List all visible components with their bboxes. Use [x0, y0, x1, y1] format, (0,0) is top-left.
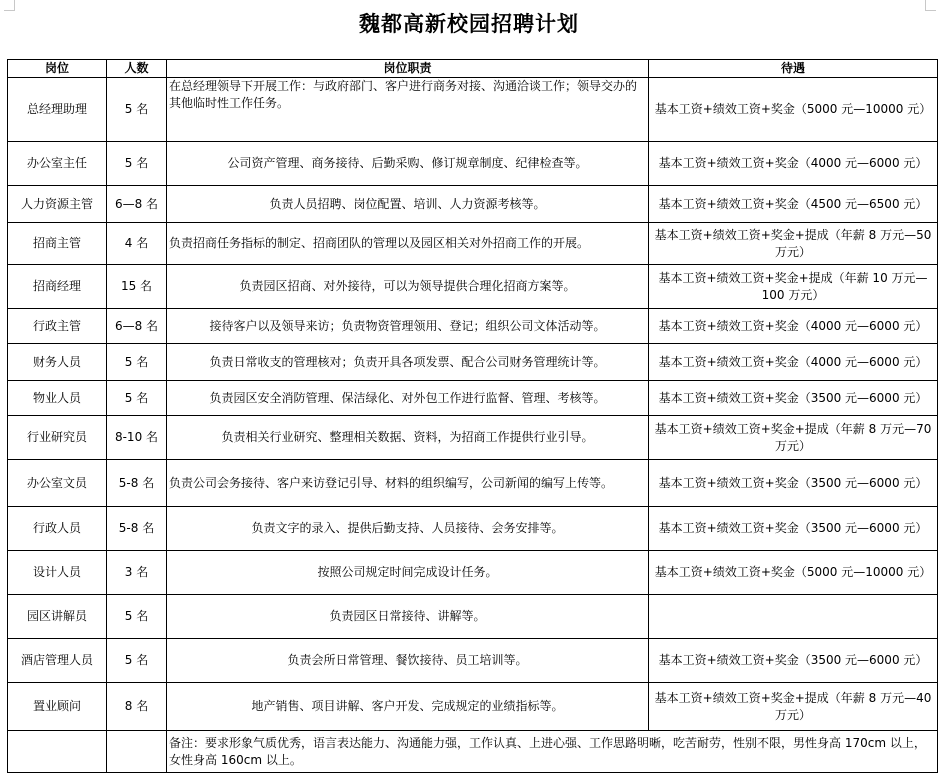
cell-pay: 基本工资+绩效工资+奖金+提成（年薪 8 万元—50 万元） — [649, 223, 938, 265]
cell-count: 6—8 名 — [107, 186, 167, 223]
cell-count: 8 名 — [107, 683, 167, 731]
cell-duties: 负责园区招商、对外接待，可以为领导提供合理化招商方案等。 — [167, 265, 649, 309]
cell-pay: 基本工资+绩效工资+奖金（3500 元—6000 元） — [649, 507, 938, 551]
table-row — [8, 416, 938, 460]
cell-count: 5-8 名 — [107, 460, 167, 507]
header-position: 岗位 — [8, 60, 107, 78]
cell-pay: 基本工资+绩效工资+奖金+提成（年薪 8 万元—70 万元） — [649, 416, 938, 460]
table-row — [8, 344, 938, 381]
note-empty-cell — [8, 731, 107, 773]
cell-duties: 负责日常收支的管理核对；负责开具各项发票、配合公司财务管理统计等。 — [167, 344, 649, 381]
header-duties: 岗位职责 — [167, 60, 649, 78]
table-row — [8, 381, 938, 416]
cell-count: 8-10 名 — [107, 416, 167, 460]
cell-count: 5 名 — [107, 78, 167, 142]
cell-pay: 基本工资+绩效工资+奖金（4500 元—6500 元） — [649, 186, 938, 223]
cell-pay: 基本工资+绩效工资+奖金（4000 元—6000 元） — [649, 344, 938, 381]
cell-pay: 基本工资+绩效工资+奖金（3500 元—6000 元） — [649, 460, 938, 507]
cell-count: 5-8 名 — [107, 507, 167, 551]
cell-position: 办公室文员 — [8, 460, 107, 507]
cell-duties: 负责园区日常接待、讲解等。 — [167, 595, 649, 639]
cell-position: 园区讲解员 — [8, 595, 107, 639]
cell-count: 6—8 名 — [107, 309, 167, 344]
cell-count: 3 名 — [107, 551, 167, 595]
cell-position: 行业研究员 — [8, 416, 107, 460]
table-row — [8, 265, 938, 309]
table-row — [8, 309, 938, 344]
cell-pay: 基本工资+绩效工资+奖金（3500 元—6000 元） — [649, 381, 938, 416]
cell-duties: 负责会所日常管理、餐饮接待、员工培训等。 — [167, 639, 649, 683]
cell-count: 15 名 — [107, 265, 167, 309]
table-row — [8, 639, 938, 683]
cell-duties: 在总经理领导下开展工作：与政府部门、客户进行商务对接、沟通洽谈工作；领导交办的其他临时性工作任务。 — [167, 78, 649, 142]
cell-pay: 基本工资+绩效工资+奖金（3500 元—6000 元） — [649, 639, 938, 683]
cell-count: 5 名 — [107, 142, 167, 186]
cell-position: 人力资源主管 — [8, 186, 107, 223]
cell-count: 4 名 — [107, 223, 167, 265]
table-header-row — [8, 60, 938, 78]
cell-duties: 负责人员招聘、岗位配置、培训、人力资源考核等。 — [167, 186, 649, 223]
table-row — [8, 683, 938, 731]
cell-pay: 基本工资+绩效工资+奖金（5000 元—10000 元） — [649, 551, 938, 595]
cell-duties: 接待客户以及领导来访；负责物资管理领用、登记；组织公司文体活动等。 — [167, 309, 649, 344]
cell-position: 总经理助理 — [8, 78, 107, 142]
cell-count: 5 名 — [107, 381, 167, 416]
cell-position: 招商主管 — [8, 223, 107, 265]
table-row — [8, 186, 938, 223]
cell-position: 酒店管理人员 — [8, 639, 107, 683]
cell-pay: 基本工资+绩效工资+奖金（4000 元—6000 元） — [649, 309, 938, 344]
cell-position: 办公室主任 — [8, 142, 107, 186]
cell-position: 置业顾问 — [8, 683, 107, 731]
table-row — [8, 551, 938, 595]
table-row — [8, 507, 938, 551]
table-row — [8, 142, 938, 186]
cell-count: 5 名 — [107, 595, 167, 639]
cell-pay: 基本工资+绩效工资+奖金（4000 元—6000 元） — [649, 142, 938, 186]
cell-pay: 基本工资+绩效工资+奖金+提成（年薪 8 万元—40 万元） — [649, 683, 938, 731]
table-row — [8, 223, 938, 265]
note-row — [8, 731, 938, 773]
cell-duties: 地产销售、项目讲解、客户开发、完成规定的业绩指标等。 — [167, 683, 649, 731]
cell-position: 设计人员 — [8, 551, 107, 595]
cell-position: 招商经理 — [8, 265, 107, 309]
table-row — [8, 460, 938, 507]
cell-position: 物业人员 — [8, 381, 107, 416]
cell-pay: 基本工资+绩效工资+奖金（5000 元—10000 元） — [649, 78, 938, 142]
note-text: 备注：要求形象气质优秀，语言表达能力、沟通能力强，工作认真、上进心强、工作思路明晰，吃苦耐劳，性别不限，男性身高 170cm 以上，女性身高 160cm 以上。 — [167, 731, 938, 773]
cell-duties: 按照公司规定时间完成设计任务。 — [167, 551, 649, 595]
cell-pay: 基本工资+绩效工资+奖金+提成（年薪 10 万元—100 万元） — [649, 265, 938, 309]
cell-duties: 公司资产管理、商务接待、后勤采购、修订规章制度、纪律检查等。 — [167, 142, 649, 186]
cell-position: 行政人员 — [8, 507, 107, 551]
cell-duties: 负责招商任务指标的制定、招商团队的管理以及园区相关对外招商工作的开展。 — [167, 223, 649, 265]
note-empty-cell — [107, 731, 167, 773]
header-pay: 待遇 — [649, 60, 938, 78]
cell-count: 5 名 — [107, 639, 167, 683]
table-row — [8, 595, 938, 639]
header-count: 人数 — [107, 60, 167, 78]
page-title: 魏都高新校园招聘计划 — [359, 11, 579, 36]
cell-duties: 负责公司会务接待、客户来访登记引导、材料的组织编写，公司新闻的编写上传等。 — [167, 460, 649, 507]
cell-duties: 负责园区安全消防管理、保洁绿化、对外包工作进行监督、管理、考核等。 — [167, 381, 649, 416]
cell-duties: 负责文字的录入、提供后勤支持、人员接待、会务安排等。 — [167, 507, 649, 551]
recruitment-table — [7, 59, 938, 773]
cell-duties: 负责相关行业研究、整理相关数据、资料，为招商工作提供行业引导。 — [167, 416, 649, 460]
cell-pay — [649, 595, 938, 639]
cell-position: 财务人员 — [8, 344, 107, 381]
table-row — [8, 78, 938, 142]
cell-count: 5 名 — [107, 344, 167, 381]
cell-position: 行政主管 — [8, 309, 107, 344]
